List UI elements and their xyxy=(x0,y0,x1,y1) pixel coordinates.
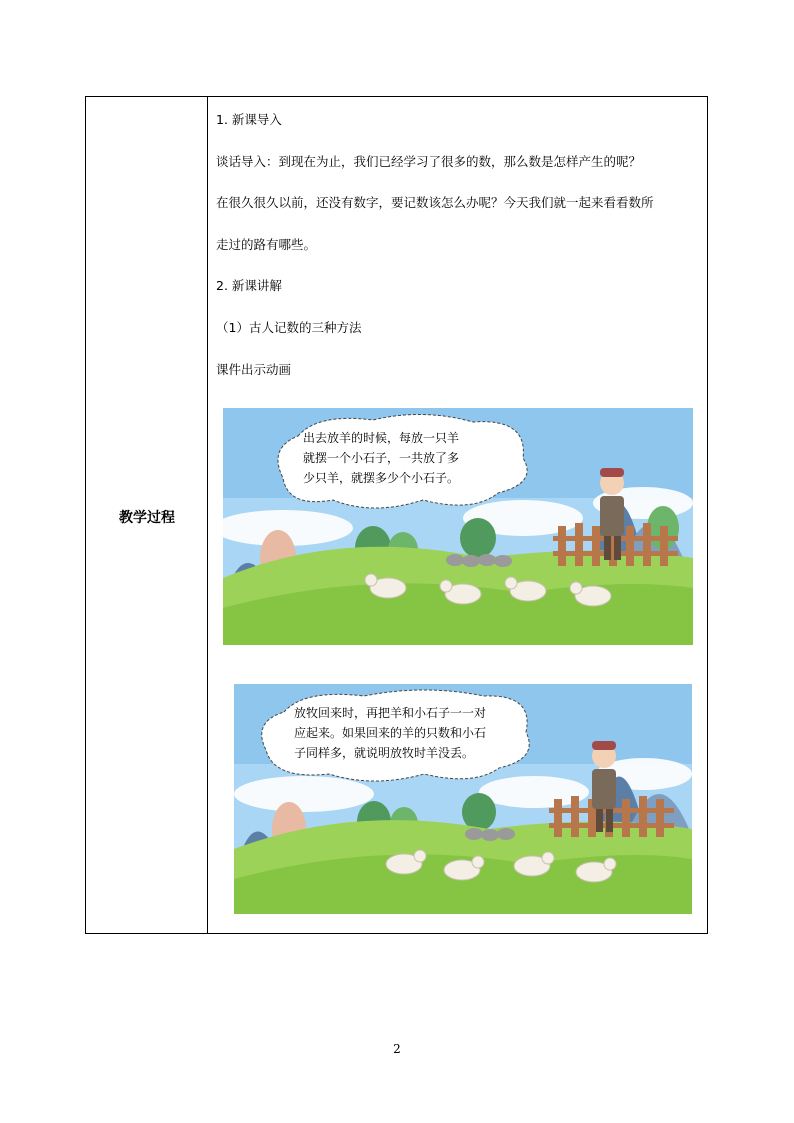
paragraph-line: 谈话导入：到现在为止，我们已经学习了很多的数，那么数是怎样产生的呢？ xyxy=(216,154,642,169)
subheading-methods: （1）古人记数的三种方法 xyxy=(216,320,362,335)
shepherd-illustration-1 xyxy=(223,408,693,645)
heading-explain: 2. 新课讲解 xyxy=(216,278,282,293)
paragraph-line: 在很久很久以前，还没有数字，要记数该怎么办呢？今天我们就一起来看看数所 xyxy=(216,195,654,210)
lesson-table xyxy=(85,96,708,934)
bubble-line: 少只羊，就摆多少个小石子。 xyxy=(303,471,460,485)
heading-intro: 1. 新课导入 xyxy=(216,112,282,127)
paragraph-line: 走过的路有哪些。 xyxy=(216,237,317,252)
bubble-line: 放牧回来时，再把羊和小石子一一对 xyxy=(294,706,487,720)
bubble-line: 出去放羊的时候，每放一只羊 xyxy=(303,431,460,445)
paragraph-line: 课件出示动画 xyxy=(216,362,292,377)
section-label: 教学过程 xyxy=(119,510,175,526)
shepherd-illustration-2 xyxy=(234,684,692,914)
bubble-line: 子同样多，就说明放牧时羊没丢。 xyxy=(294,746,475,760)
bubble-line: 就摆一个小石子，一共放了多 xyxy=(303,451,460,465)
section-label-cell xyxy=(86,97,208,933)
page-number: 2 xyxy=(393,1042,401,1056)
bubble-line: 应起来。如果回来的羊的只数和小石 xyxy=(294,726,487,740)
